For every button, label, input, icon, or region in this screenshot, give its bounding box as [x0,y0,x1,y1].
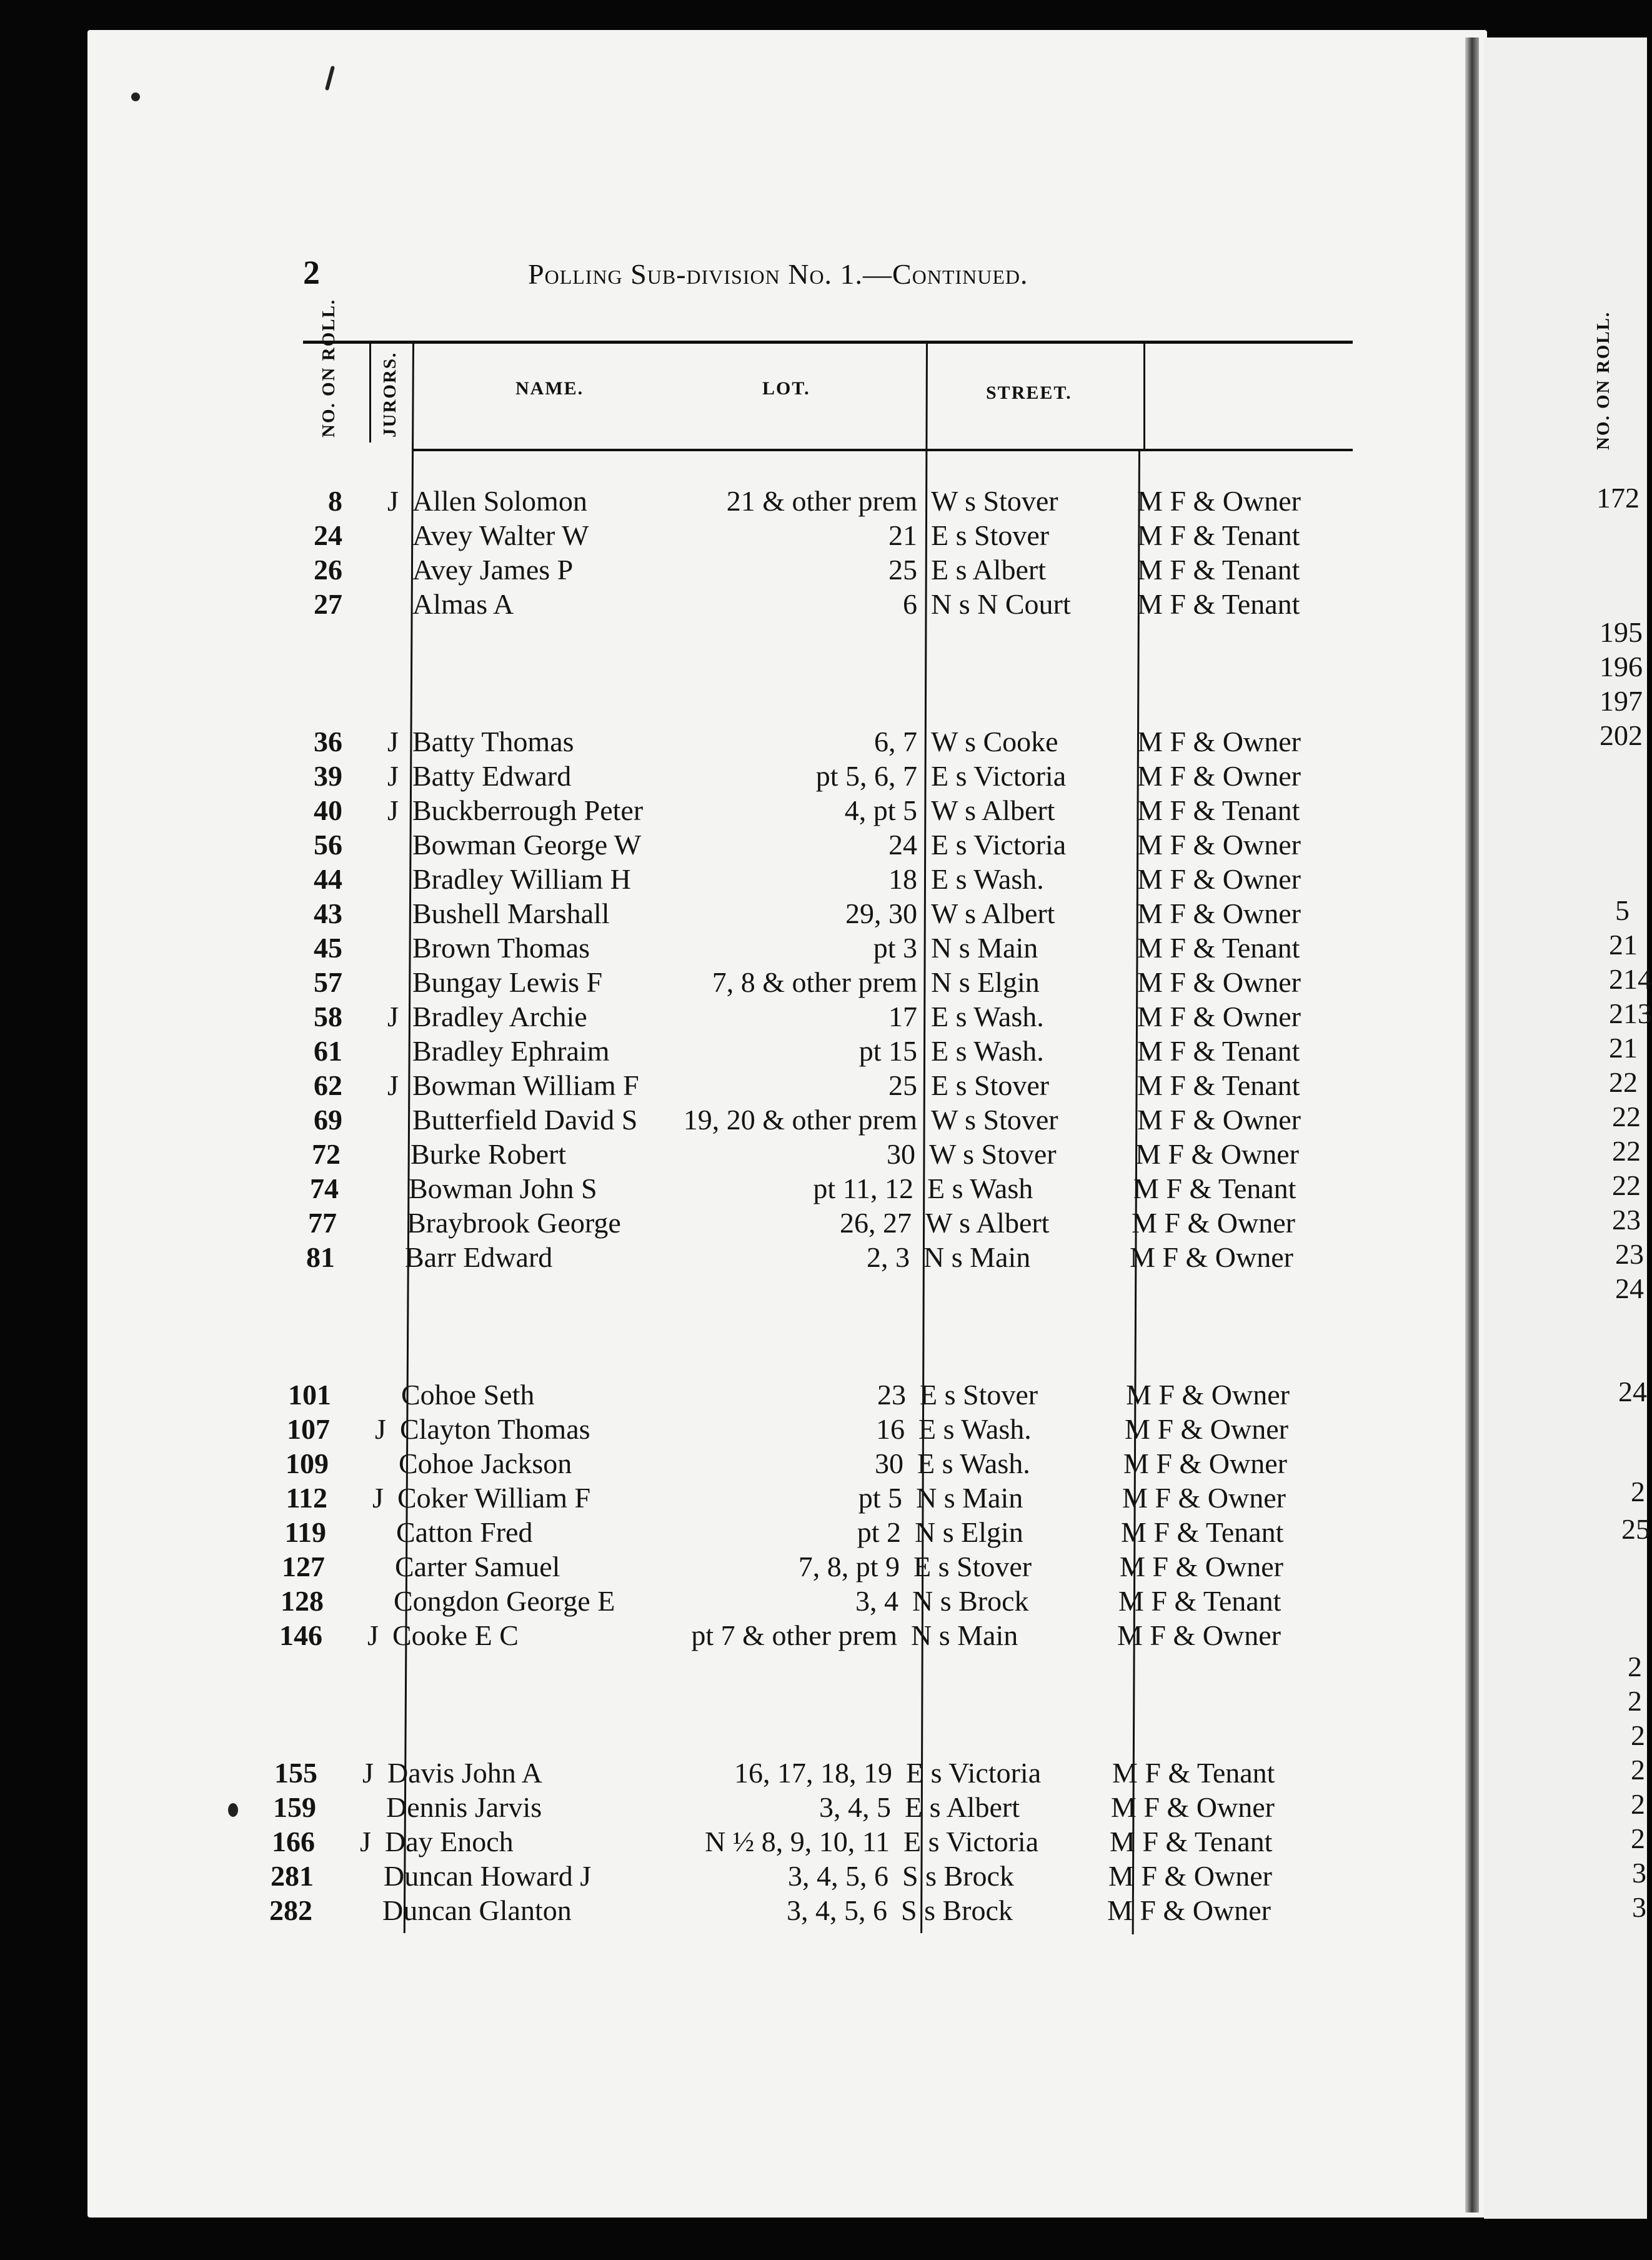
roll-number: 56 [314,829,342,861]
lot-number: pt 7 & other prem [691,1619,897,1651]
lot-number: 3, 4, 5, 6 [787,1894,887,1926]
lot-number: 26, 27 [840,1207,912,1239]
voter-name: Bradley Ephraim [412,1035,610,1067]
roll-number: 155 [274,1757,317,1789]
voter-name: Day Enoch [385,1826,514,1858]
voter-status: M F & Owner [1137,760,1301,792]
voter-status: M F & Owner [1107,1894,1271,1926]
lot-number: 3, 4, 5, 6 [788,1860,888,1892]
lot-number: 16, 17, 18, 19 [734,1757,892,1789]
street-name: E s Stover [913,1551,1032,1582]
voter-name: Bradley William H [412,863,631,895]
lot-number: 25 [888,554,917,586]
roll-number: 146 [279,1619,322,1651]
voter-status: M F & Owner [1137,863,1301,895]
voter-name: Cohoe Seth [401,1379,535,1411]
roll-number: 112 [286,1482,327,1514]
voter-status: M F & Owner [1122,1482,1286,1514]
voter-status: M F & Owner [1126,1379,1290,1411]
street-name: W s Albert [931,794,1055,826]
roll-number: 36 [314,726,342,758]
lot-number: 19, 20 & other prem [683,1104,917,1136]
lot-number: 2, 3 [867,1241,910,1273]
lot-number: 3, 4, 5 [819,1791,891,1823]
voter-name: Allen Solomon [412,485,587,517]
street-name: E s Victoria [903,1826,1039,1858]
lot-number: 17 [888,1001,917,1032]
street-name: W s Cooke [931,726,1058,758]
juror-mark: J [387,726,399,758]
voter-status: M F & Owner [1137,485,1301,517]
next-page-roll-number: 23 [1615,1238,1644,1270]
roll-number: 77 [308,1207,337,1239]
lot-number: 21 & other prem [726,485,917,517]
next-page-roll-number: 195 [1600,616,1643,648]
roll-number: 128 [281,1585,324,1617]
roll-number: 74 [310,1172,339,1204]
street-name: E s Stover [931,1069,1050,1101]
roll-number: 27 [314,588,342,620]
table-header-rule [412,449,1353,451]
roll-number: 58 [314,1001,342,1032]
street-name: E s Wash. [917,1448,1030,1479]
voter-status: M F & Owner [1137,1104,1301,1136]
voter-status: M F & Tenant [1121,1516,1284,1548]
next-page-roll-number: 3 [1632,1891,1646,1923]
lot-number: 30 [887,1138,915,1170]
voter-name: Catton Fred [396,1516,533,1548]
voter-status: M F & Tenant [1137,519,1300,551]
street-name: E s Albert [931,554,1046,586]
street-name: W s Stover [929,1138,1057,1170]
ink-speck [131,92,140,101]
next-page-roll-number: 2 [1628,1651,1642,1682]
voter-status: M F & Tenant [1137,1035,1300,1067]
next-page-roll-number: 172 [1596,482,1640,514]
voter-name: Bowman John S [409,1172,597,1204]
roll-number: 109 [286,1448,329,1479]
voter-name: Batty Thomas [412,726,574,758]
roll-number: 26 [314,554,342,586]
voter-name: Bushell Marshall [412,898,610,929]
next-page-roll-number: 21 [1609,1032,1638,1064]
column-rule [1143,342,1145,449]
next-page-roll-number: 2 [1631,1788,1645,1820]
roll-number: 61 [314,1035,342,1067]
header-jurors: JURORS. [380,351,400,438]
lot-number: N ½ 8, 9, 10, 11 [704,1826,890,1858]
voter-name: Buckberrough Peter [412,794,644,826]
voter-status: M F & Tenant [1137,932,1300,964]
next-page-roll-number: 25 [1621,1513,1650,1545]
voter-status: M F & Owner [1137,898,1301,929]
voter-status: M F & Owner [1132,1207,1295,1239]
voter-status: M F & Owner [1111,1791,1275,1823]
street-name: N s Main [931,932,1038,964]
voter-name: Bradley Archie [412,1001,587,1032]
street-name: W s Albert [925,1207,1050,1239]
voter-name: Cooke E C [392,1619,519,1651]
voter-status: M F & Owner [1137,966,1301,998]
street-name: N s Main [923,1241,1031,1273]
street-name: E s Albert [905,1791,1020,1823]
voter-name: Bowman William F [412,1069,639,1101]
juror-mark: J [387,485,399,517]
next-page-roll-number: 2 [1631,1476,1645,1508]
voter-name: Clayton Thomas [400,1413,590,1445]
voter-status: M F & Tenant [1137,588,1300,620]
voter-status: M F & Tenant [1133,1172,1296,1204]
juror-mark: J [372,1482,384,1514]
lot-number: pt 3 [873,932,917,964]
roll-number: 72 [312,1138,341,1170]
voter-status: M F & Tenant [1137,554,1300,586]
street-name: E s Wash [927,1172,1033,1204]
voter-status: M F & Owner [1120,1551,1283,1582]
voter-name: Dennis Jarvis [386,1791,542,1823]
juror-mark: J [387,760,399,792]
voter-status: M F & Owner [1117,1619,1281,1651]
voter-name: Barr Edward [405,1241,553,1273]
street-name: N s N Court [931,588,1071,620]
next-page-roll-number: 202 [1600,719,1643,751]
next-page-roll-number: 196 [1600,651,1643,682]
roll-number: 127 [282,1551,325,1582]
lot-number: 23 [877,1379,906,1411]
lot-number: pt 5, 6, 7 [815,760,917,792]
lot-number: pt 5 [858,1482,902,1514]
voter-status: M F & Owner [1125,1413,1288,1445]
juror-mark: J [387,1001,399,1032]
roll-number: 81 [306,1241,335,1273]
header-name: NAME. [515,378,584,399]
roll-number: 57 [314,966,342,998]
next-page-roll-number: 2 [1631,1822,1645,1854]
juror-mark: J [360,1826,371,1858]
juror-mark: J [375,1413,386,1445]
lot-number: pt 15 [858,1035,917,1067]
voter-name: Brown Thomas [412,932,590,964]
next-page-roll-number: 21 [1609,929,1638,961]
lot-number: pt 2 [857,1516,901,1548]
lot-number: 6, 7 [874,726,917,758]
lot-number: 7, 8 & other prem [712,966,917,998]
street-name: S s Brock [901,1894,1013,1926]
voter-status: M F & Owner [1123,1448,1287,1479]
voter-name: Almas A [412,588,514,620]
page-number: 2 [303,254,320,291]
column-rule [369,342,371,442]
voter-name: Avey James P [412,554,574,586]
lot-number: 21 [888,519,917,551]
voter-name: Cohoe Jackson [399,1448,572,1479]
next-page-roll-number: 2 [1628,1685,1642,1717]
voter-status: M F & Tenant [1137,794,1300,826]
voter-status: M F & Owner [1108,1860,1272,1892]
street-name: W s Stover [931,1104,1058,1136]
roll-number: 281 [271,1860,314,1892]
street-name: W s Albert [931,898,1055,929]
voter-name: Coker William F [397,1482,591,1514]
lot-number: 24 [888,829,917,861]
next-page-roll-number: 22 [1612,1169,1641,1201]
street-name: E s Wash. [931,1001,1044,1032]
header-street: STREET. [986,382,1072,403]
voter-name: Butterfield David S [412,1104,638,1136]
roll-number: 69 [314,1104,342,1136]
lot-number: 3, 4 [855,1585,898,1617]
next-page-roll-number: 22 [1612,1101,1641,1132]
next-page-roll-number: 197 [1600,685,1643,717]
roll-number: 107 [287,1413,330,1445]
roll-number: 166 [272,1826,315,1858]
street-name: E s Wash. [931,1035,1044,1067]
street-name: E s Wash. [931,863,1044,895]
street-name: S s Brock [902,1860,1014,1892]
roll-number: 62 [314,1069,342,1101]
next-page-roll-number: 24 [1615,1272,1644,1304]
roll-number: 40 [314,794,342,826]
street-name: N s Brock [912,1585,1029,1617]
next-page-roll-number: 22 [1609,1066,1638,1098]
table-top-rule [303,341,1353,344]
next-page-roll-number: 213 [1609,998,1652,1029]
street-name: N s Main [916,1482,1023,1514]
page-title: Polling Sub-division No. 1.—Continued. [528,258,1028,290]
voter-status: M F & Tenant [1118,1585,1281,1617]
juror-mark: J [367,1619,379,1651]
lot-number: 4, pt 5 [844,794,917,826]
lot-number: 25 [888,1069,917,1101]
lot-number: pt 11, 12 [813,1172,913,1204]
roll-number: 119 [284,1516,326,1548]
lot-number: 29, 30 [845,898,917,929]
voter-name: Duncan Glanton [382,1894,572,1926]
street-name: E s Wash. [918,1413,1032,1445]
next-page-roll-number: 22 [1612,1135,1641,1167]
voter-name: Burke Robert [411,1138,567,1170]
street-name: E s Victoria [931,760,1067,792]
next-page-roll-number: 23 [1612,1204,1641,1236]
voter-name: Bowman George W [412,829,642,861]
lot-number: 18 [888,863,917,895]
juror-mark: J [387,1069,399,1101]
roll-number: 101 [288,1379,331,1411]
header-no-on-roll: NO. ON ROLL. [319,298,339,438]
voter-name: Davis John A [387,1757,542,1789]
next-page-roll-number: 214 [1609,963,1652,995]
voter-status: M F & Tenant [1137,1069,1300,1101]
next-page-roll-number: 2 [1631,1719,1645,1751]
roll-number: 45 [314,932,342,964]
roll-number: 43 [314,898,342,929]
page-fold [1465,38,1479,2212]
street-name: W s Stover [931,485,1058,517]
voter-name: Avey Walter W [412,519,589,551]
street-name: E s Stover [931,519,1050,551]
juror-mark: J [362,1757,374,1789]
roll-number: 8 [328,485,342,517]
next-page-roll-number: 5 [1615,894,1630,926]
roll-number: 159 [273,1791,316,1823]
lot-number: 30 [875,1448,903,1479]
next-page-roll-number: 24 [1618,1376,1647,1408]
voter-name: Bungay Lewis F [412,966,603,998]
voter-status: M F & Owner [1130,1241,1293,1273]
lot-number: 7, 8, pt 9 [798,1551,900,1582]
voter-status: M F & Tenant [1112,1757,1275,1789]
next-page-roll-number: 2 [1631,1754,1645,1786]
street-name: N s Main [911,1619,1018,1651]
voter-name: Duncan Howard J [384,1860,592,1892]
street-name: N s Elgin [931,966,1040,998]
voter-name: Braybrook George [407,1207,621,1239]
lot-number: 6 [903,588,917,620]
lot-number: 16 [876,1413,905,1445]
voter-name: Batty Edward [412,760,572,792]
voter-status: M F & Owner [1137,1001,1301,1032]
juror-mark: J [387,794,399,826]
street-name: E s Victoria [906,1757,1042,1789]
next-page-header: NO. ON ROLL. [1593,311,1613,450]
roll-number: 282 [269,1894,312,1926]
voter-status: M F & Owner [1137,829,1301,861]
roll-number: 44 [314,863,342,895]
roll-number: 24 [314,519,342,551]
street-name: E s Victoria [931,829,1067,861]
voter-name: Carter Samuel [395,1551,560,1582]
voter-status: M F & Owner [1137,726,1301,758]
next-page-roll-number: 3 [1632,1857,1646,1889]
voter-status: M F & Tenant [1110,1826,1273,1858]
street-name: N s Elgin [915,1516,1023,1548]
voter-status: M F & Owner [1135,1138,1299,1170]
roll-number: 39 [314,760,342,792]
header-lot: LOT. [762,378,810,399]
street-name: E s Stover [920,1379,1038,1411]
voter-name: Congdon George E [394,1585,615,1617]
